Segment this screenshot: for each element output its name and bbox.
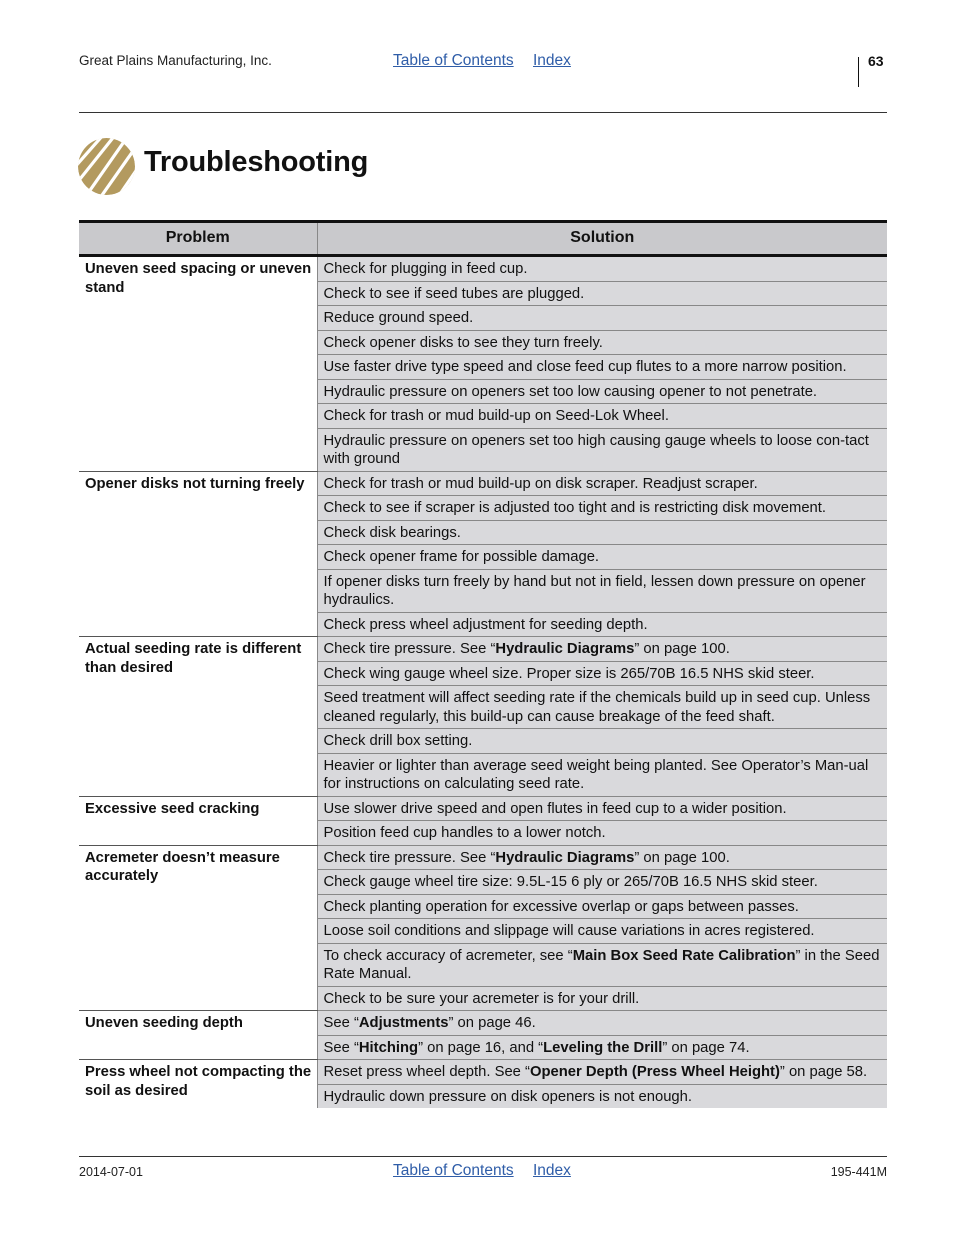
solution-cell — [317, 281, 887, 306]
table-row — [79, 1011, 887, 1036]
solution-text: Reset press wheel depth. See “ — [323, 1064, 530, 1080]
solution-text: Check planting operation for excessive overlap or gaps between passes. — [323, 898, 799, 915]
solution-cell — [317, 919, 887, 944]
solution-text: ” on page 100. — [634, 849, 730, 866]
solution-text: Check to see if scraper is adjusted too tight and is restricting disk movement. — [323, 500, 827, 516]
solution-text: Check opener frame for possible damage. — [323, 549, 600, 565]
solution-cell — [317, 428, 887, 471]
great-plains-logo-icon — [78, 138, 135, 195]
page-number-divider — [858, 57, 859, 87]
solution-cell — [317, 986, 887, 1011]
solution-reference: Opener Depth (Press Wheel Height) — [529, 1064, 780, 1080]
solution-text: ” on page 100. — [634, 641, 730, 657]
solution-cell — [317, 569, 887, 612]
solution-cell — [317, 471, 887, 496]
solution-text: Check to be sure your acremeter is for your drill. — [323, 990, 640, 1007]
solution-text: Check disk bearings. — [323, 524, 461, 541]
solution-text: ” on page 74. — [662, 1039, 750, 1056]
footer-date: 2014-07-01 — [79, 1165, 143, 1179]
solution-column-header: Solution — [317, 222, 887, 256]
solution-text: Seed treatment will affect seeding rate if the chemicals build up in seed cup. Unless cleaned regularly, this build-up can cause breakage of the feed shaft. — [323, 690, 871, 725]
solution-cell — [317, 256, 887, 282]
solution-text: Check for trash or mud build-up on disk scraper. Readjust scraper. — [323, 475, 758, 492]
solution-cell — [317, 496, 887, 521]
solution-text: Use slower drive speed and open flutes in feed cup to a wider position. — [323, 800, 787, 817]
footer-rule — [79, 1156, 887, 1157]
footer-toc-link[interactable]: Table of Contents — [393, 1162, 514, 1179]
solution-cell — [317, 1060, 887, 1085]
solution-text: ” on page 46. — [448, 1015, 536, 1031]
problem-column-header: Problem — [79, 222, 317, 256]
solution-cell — [317, 845, 887, 870]
solution-reference: Hitching — [358, 1039, 419, 1056]
solution-text: Hydraulic down pressure on disk openers is not enough. — [323, 1088, 692, 1105]
solution-cell — [317, 637, 887, 662]
solution-text: Loose soil conditions and slippage will cause variations in acres registered. — [323, 923, 815, 939]
solution-cell — [317, 612, 887, 637]
table-row — [79, 256, 887, 282]
solution-cell — [317, 520, 887, 545]
header-index-link[interactable]: Index — [533, 52, 571, 69]
solution-cell — [317, 306, 887, 331]
solution-cell — [317, 545, 887, 570]
header-toc-link[interactable]: Table of Contents — [393, 52, 514, 69]
solution-reference: Hydraulic Diagrams — [495, 849, 635, 866]
solution-text: Check for trash or mud build-up on Seed-Lok Wheel. — [323, 408, 669, 424]
page-title: Troubleshooting — [144, 146, 369, 178]
solution-cell — [317, 1035, 887, 1060]
solution-reference: Leveling the Drill — [543, 1039, 663, 1056]
problem-cell: Opener disks not turning freely — [79, 471, 317, 637]
table-row — [79, 637, 887, 662]
footer-doc-number: 195-441M — [830, 1165, 887, 1179]
solution-cell — [317, 821, 887, 846]
solution-cell — [317, 379, 887, 404]
solution-text: Check gauge wheel tire size: 9.5L-15 6 ply or 265/70B 16.5 NHS skid steer. — [323, 874, 818, 890]
header-company: Great Plains Manufacturing, Inc. — [79, 53, 272, 68]
solution-text: ” on page 58. — [779, 1064, 868, 1080]
solution-cell — [317, 355, 887, 380]
table-row — [79, 1060, 887, 1085]
problem-cell: Press wheel not compacting the soil as desired — [79, 1060, 317, 1109]
solution-cell — [317, 1011, 887, 1036]
solution-cell — [317, 404, 887, 429]
solution-text: ” in the Seed Rate Manual. — [323, 947, 880, 982]
solution-text: Reduce ground speed. — [323, 310, 474, 326]
table-header-row — [79, 222, 887, 256]
footer-index-link[interactable]: Index — [533, 1162, 571, 1179]
problem-cell: Acremeter doesn’t measure accurately — [79, 845, 317, 1011]
solution-text: To check accuracy of acremeter, see “ — [323, 947, 573, 964]
problem-cell: Excessive seed cracking — [79, 796, 317, 845]
troubleshooting-table — [79, 220, 887, 1108]
problem-cell: Actual seeding rate is different than desired — [79, 637, 317, 797]
solution-text: Check opener disks to see they turn freely. — [323, 334, 603, 351]
solution-text: See “ — [323, 1039, 359, 1056]
solution-reference: Main Box Seed Rate Calibration — [572, 947, 796, 964]
solution-text: Check press wheel adjustment for seeding depth. — [323, 616, 648, 633]
solution-cell — [317, 753, 887, 796]
solution-text: Hydraulic pressure on openers set too low causing opener to not penetrate. — [323, 383, 818, 400]
solution-cell — [317, 894, 887, 919]
page-number: 63 — [868, 53, 884, 69]
problem-cell: Uneven seeding depth — [79, 1011, 317, 1060]
solution-text: Check drill box setting. — [323, 733, 473, 749]
solution-cell — [317, 729, 887, 754]
solution-text: Heavier or lighter than average seed weight being planted. See Operator’s Man-ual for instructions on calculating seed rate. — [323, 757, 869, 792]
solution-text: Hydraulic pressure on openers set too high causing gauge wheels to loose con-tact with ground — [323, 432, 869, 467]
problem-cell: Uneven seed spacing or uneven stand — [79, 256, 317, 472]
solution-text: If opener disks turn freely by hand but not in field, lessen down pressure on opener hydraulics. — [323, 573, 866, 608]
solution-text: ” on page 16, and “ — [418, 1039, 544, 1056]
table-row — [79, 471, 887, 496]
table-row — [79, 845, 887, 870]
solution-text: Check tire pressure. See “ — [323, 641, 496, 657]
solution-cell — [317, 661, 887, 686]
solution-text: Check to see if seed tubes are plugged. — [323, 285, 585, 302]
solution-cell — [317, 943, 887, 986]
solution-cell — [317, 330, 887, 355]
header-rule — [79, 112, 887, 113]
solution-text: Use faster drive type speed and close feed cup flutes to a more narrow position. — [323, 359, 847, 375]
solution-cell — [317, 1084, 887, 1108]
solution-cell — [317, 870, 887, 895]
solution-text: Check wing gauge wheel size. Proper size is 265/70B 16.5 NHS skid steer. — [323, 665, 815, 682]
solution-text: Position feed cup handles to a lower notch. — [323, 825, 606, 841]
solution-reference: Hydraulic Diagrams — [495, 641, 635, 657]
solution-cell — [317, 796, 887, 821]
table-row — [79, 796, 887, 821]
solution-cell — [317, 686, 887, 729]
solution-reference: Adjustments — [358, 1015, 449, 1031]
solution-text: Check for plugging in feed cup. — [323, 261, 528, 277]
solution-text: See “ — [323, 1015, 359, 1031]
solution-text: Check tire pressure. See “ — [323, 849, 496, 866]
